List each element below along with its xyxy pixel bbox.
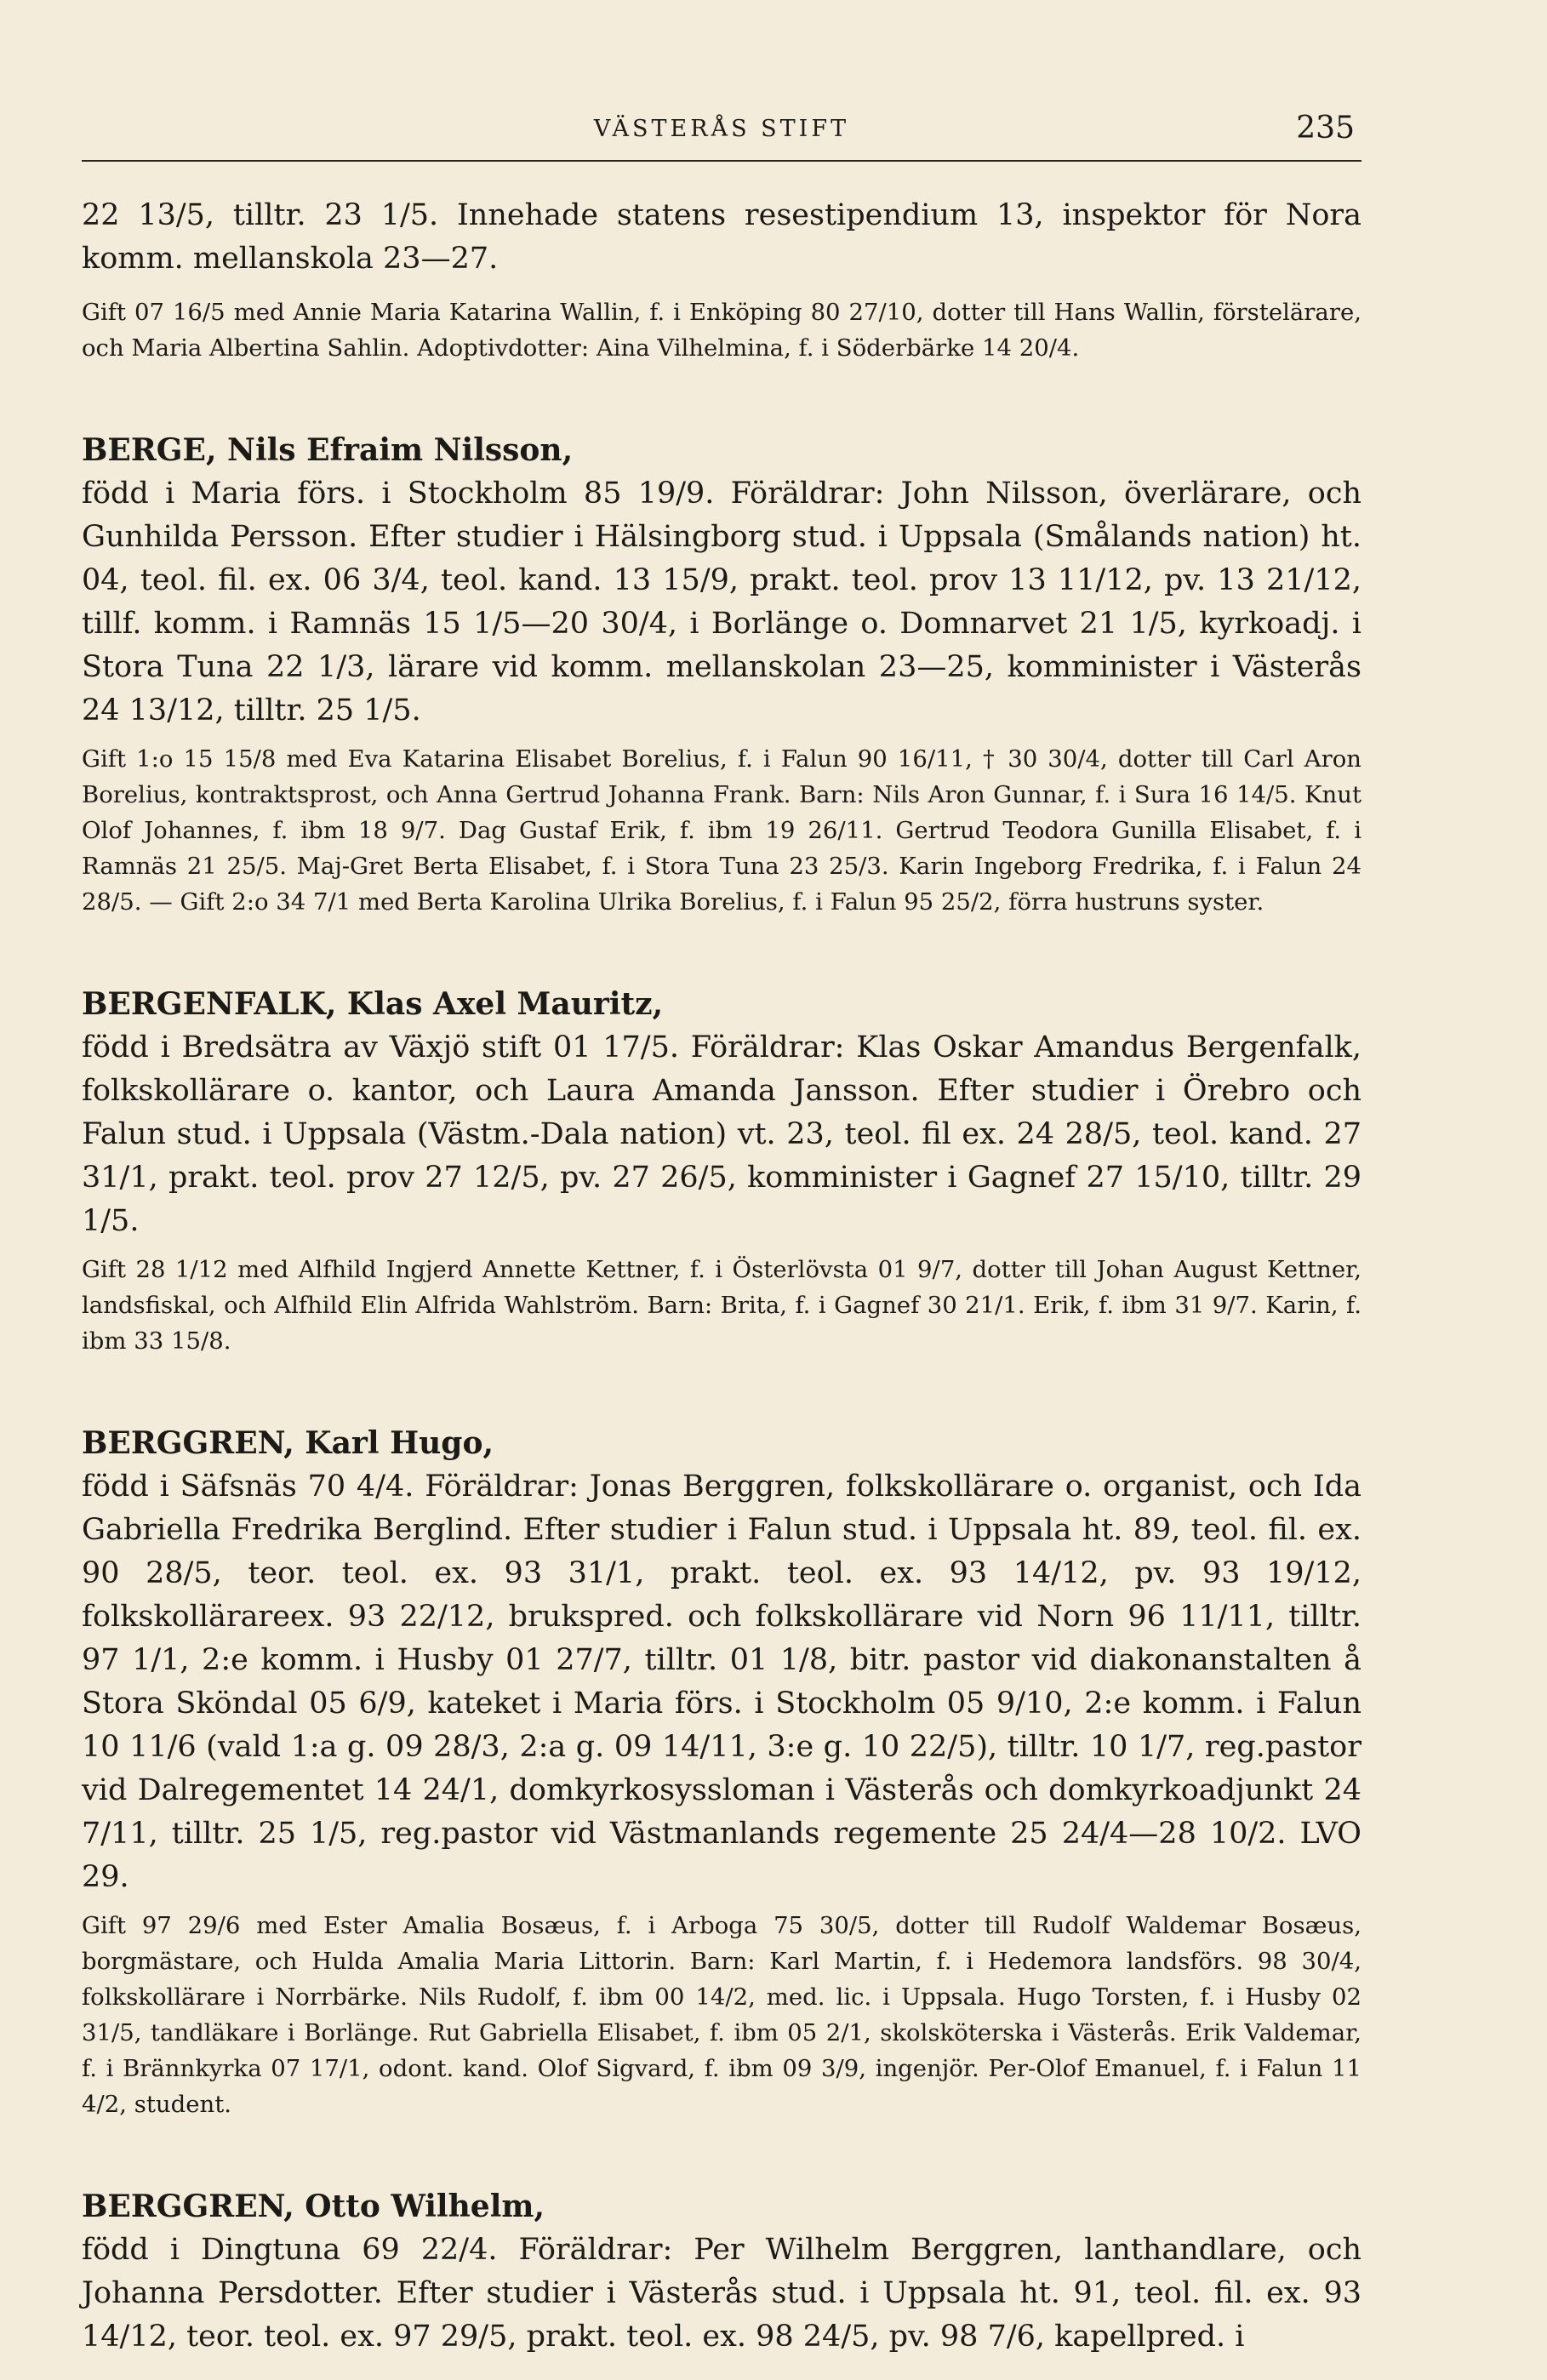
entry-continued [82, 194, 1361, 366]
entry-family: Gift 28 1/12 med Alfhild Ingjerd Annette Kettner, f. i Österlövsta 01 9/7, dotter till Johan August Kettner, landsfiskal, och Alfhild Elin Alfrida Wahlström. Barn: Brita, f. i Gagnef 30 21/1. Erik, f. ibm 31 9/7. Karin, f. ibm 33 15/8. [82, 1256, 1361, 1355]
entry-family: Gift 1:o 15 15/8 med Eva Katarina Elisabet Borelius, f. i Falun 90 16/11, † 30 30/4, dotter till Carl Aron Borelius, kontraktsprost, och Anna Gertrud Johanna Frank. Barn: Nils Aron Gunnar, f. i Sura 16 14/5. Knut Olof Johannes, f. ibm 18 9/7. Dag Gustaf Erik, f. ibm 19 26/11. Gertrud Teodora Gunilla Elisabet, f. i Ramnäs 21 25/5. Maj-Gret Berta Elisabet, f. i Stora Tuna 23 25/3. Karin Ingeborg Fredrika, f. i Falun 24 28/5. — Gift 2:o 34 7/1 med Berta Karolina Ulrika Borelius, f. i Falun 95 25/2, förra hustruns syster. [82, 745, 1361, 916]
entry-family: Gift 07 16/5 med Annie Maria Katarina Wallin, f. i Enköping 80 27/10, dotter till Hans Wallin, förstelärare, och Maria Albertina Sahlin. Adoptivdotter: Aina Vilhelmina, f. i Söderbärke 14 20/4. [82, 299, 1361, 362]
entry-bio: född i Maria förs. i Stockholm 85 19/9. Föräldrar: John Nilsson, överlärare, och Gunhilda Persson. Efter studier i Hälsingborg stud. i Uppsala (Smålands nation) ht. 04, teol. fil. ex. 06 3/4, teol. kand. 13 15/9, prakt. teol. prov 13 11/12, pv. 13 21/12, tillf. komm. i Ramnäs 15 1/5—20 30/4, i Borlänge o. Domnarvet 21 1/5, kyrkoadj. i Stora Tuna 22 1/3, lärare vid komm. mellanskolan 23—25, komminister i Västerås 24 13/12, tilltr. 25 1/5. [82, 477, 1361, 728]
entry-bio: född i Bredsätra av Växjö stift 01 17/5. Föräldrar: Klas Oskar Amandus Bergenfalk, folkskollärare o. kantor, och Laura Amanda Jansson. Efter studier i Örebro och Falun stud. i Uppsala (Västm.-Dala nation) vt. 23, teol. fil ex. 24 28/5, teol. kand. 27 31/1, prakt. teol. prov 27 12/5, pv. 27 26/5, komminister i Gagnef 27 15/10, tilltr. 29 1/5. [82, 1030, 1361, 1238]
entry-name: BERGGREN, Karl Hugo, [82, 1425, 494, 1461]
entry-berge [82, 429, 1361, 920]
entry-bergenfalk [82, 983, 1361, 1359]
entry-bio: 22 13/5, tilltr. 23 1/5. Innehade statens resestipendium 13, inspektor för Nora komm. mellanskola 23—27. [82, 198, 1361, 276]
page-content [82, 194, 1361, 2359]
header-title: VÄSTERÅS STIFT [593, 116, 850, 142]
entry-family: Gift 97 29/6 med Ester Amalia Bosæus, f. i Arboga 75 30/5, dotter till Rudolf Waldemar Bosæus, borgmästare, och Hulda Amalia Maria Littorin. Barn: Karl Martin, f. i Hedemora landsförs. 98 30/4, folkskollärare i Norrbärke. Nils Rudolf, f. ibm 00 14/2, med. lic. i Uppsala. Hugo Torsten, f. i Husby 02 31/5, tandläkare i Borlänge. Rut Gabriella Elisabet, f. ibm 05 2/1, skolsköterska i Västerås. Erik Valdemar, f. i Brännkyrka 07 17/1, odont. kand. Olof Sigvard, f. ibm 09 3/9, ingenjör. Per-Olof Emanuel, f. i Falun 11 4/2, student. [82, 1912, 1361, 2118]
entry-bio: född i Dingtuna 69 22/4. Föräldrar: Per Wilhelm Berggren, lanthandlare, och Johanna Persdotter. Efter studier i Västerås stud. i Uppsala ht. 91, teol. fil. ex. 93 14/12, teor. teol. ex. 97 29/5, prakt. teol. ex. 98 24/5, pv. 98 7/6, kapellpred. i [82, 2233, 1361, 2354]
entry-name: BERGGREN, Otto Wilhelm, [82, 2189, 545, 2224]
entry-name: BERGE, Nils Efraim Nilsson, [82, 432, 574, 468]
entry-berggren-karl [82, 1422, 1361, 2122]
page-number: 235 [1296, 111, 1355, 146]
entry-bio: född i Säfsnäs 70 4/4. Föräldrar: Jonas Berggren, folkskollärare o. organist, och Ida Gabriella Fredrika Berglind. Efter studier i Falun stud. i Uppsala ht. 89, teol. fil. ex. 90 28/5, teor. teol. ex. 93 31/1, prakt. teol. ex. 93 14/12, pv. 93 19/12, folkskollärareex. 93 22/12, brukspred. och folkskollärare vid Norn 96 11/11, tilltr. 97 1/1, 2:e komm. i Husby 01 27/7, tilltr. 01 1/8, bitr. pastor vid diakonanstalten å Stora Sköndal 05 6/9, kateket i Maria förs. i Stockholm 05 9/10, 2:e komm. i Falun 10 11/6 (vald 1:a g. 09 28/3, 2:a g. 09 14/11, 3:e g. 10 22/5), tilltr. 10 1/7, reg.pastor vid Dalregementet 14 24/1, domkyrkosysslоman i Västerås och domkyrkoadjunkt 24 7/11, tilltr. 25 1/5, reg.pastor vid Västmanlands regemente 25 24/4—28 10/2. LVO 29. [82, 1470, 1361, 1894]
entry-name: BERGENFALK, Klas Axel Mauritz, [82, 986, 664, 1022]
running-header [82, 109, 1361, 162]
entry-berggren-otto [82, 2185, 1361, 2359]
